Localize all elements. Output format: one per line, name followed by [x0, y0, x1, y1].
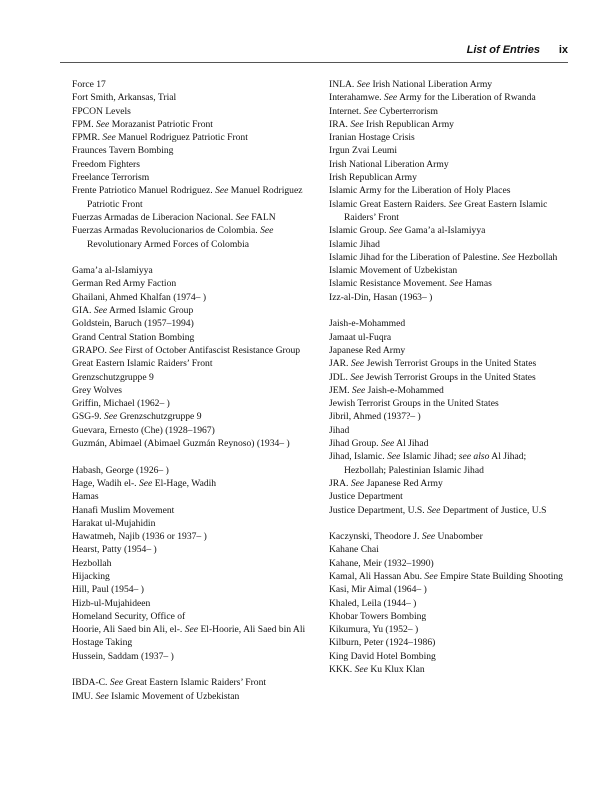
- index-entry: [72, 211, 322, 224]
- see-reference-label: See: [109, 344, 123, 356]
- entry-text: Gama’a al-Islamiyya: [402, 225, 486, 237]
- see-reference-label: See: [388, 225, 403, 237]
- index-entry: [72, 357, 322, 370]
- entry-text: JEM.: [329, 384, 352, 396]
- entry-text: Grand Central Station Bombing: [72, 331, 195, 343]
- index-entry: [72, 424, 322, 437]
- entry-text: Hamas: [462, 278, 492, 290]
- entry-text: Goldstein, Baruch (1957–1994): [72, 318, 194, 330]
- see-reference-label: See: [448, 198, 462, 210]
- entry-text: Iranian Hostage Crisis: [329, 132, 415, 144]
- see-reference-label: See: [93, 305, 108, 317]
- entry-text: Internet.: [329, 105, 364, 117]
- see-reference-label: See: [351, 384, 366, 396]
- entry-text: JRA.: [329, 477, 351, 489]
- see-reference-label: See: [383, 92, 398, 104]
- index-entry: [72, 636, 322, 649]
- entry-text: Homeland Security, Office of: [72, 610, 186, 622]
- entry-text: Ku Klux Klan: [367, 664, 425, 676]
- entry-text: FALN: [248, 211, 276, 223]
- entry-text: Freelance Terrorism: [72, 172, 150, 184]
- entry-text: GIA.: [72, 305, 94, 317]
- see-reference-label: See: [363, 105, 377, 117]
- entry-text: Department of Justice, U.S: [440, 504, 547, 516]
- entry-text: Khaled, Leila (1944– ): [329, 597, 417, 609]
- index-entry: [72, 650, 322, 663]
- entry-text: IRA.: [329, 118, 351, 130]
- see-reference-label: See: [235, 211, 249, 223]
- index-entry: [72, 597, 322, 610]
- entry-text: JDL.: [329, 371, 351, 383]
- entry-text: IMU.: [72, 690, 96, 702]
- entry-text: Kasi, Mir Aimal (1964– ): [329, 584, 427, 596]
- index-entry: [329, 530, 569, 543]
- entry-text: Japanese Red Army: [364, 477, 443, 489]
- section-gap: [329, 304, 569, 317]
- entry-text: Jihad, Islamic.: [329, 451, 388, 463]
- index-entry: [329, 583, 569, 596]
- index-entry: [329, 238, 569, 251]
- index-entry: [329, 543, 569, 556]
- index-entry: [72, 171, 322, 184]
- index-entry: [329, 144, 569, 157]
- index-entry: [329, 198, 569, 225]
- index-entry: [329, 131, 569, 144]
- see-reference-label: See: [502, 251, 516, 263]
- entry-text: Great Eastern Islamic Raiders’ Front: [344, 198, 548, 223]
- index-entry: [329, 344, 569, 357]
- entry-text: Habash, George (1926– ): [72, 464, 169, 476]
- header-title: List of Entries: [466, 44, 540, 56]
- see-reference-label: See: [109, 677, 124, 689]
- entry-text: Islamic Great Eastern Raiders.: [329, 198, 449, 210]
- index-entry: [72, 690, 322, 703]
- entry-text: Griffin, Michael (1962– ): [72, 398, 170, 410]
- entry-text: Justice Department, U.S.: [329, 504, 428, 516]
- entry-text: Jewish Terrorist Groups in the United States: [364, 358, 537, 370]
- entry-text: Freedom Fighters: [72, 158, 140, 170]
- index-entry: [72, 317, 322, 330]
- right-column: [329, 78, 569, 676]
- index-entry: [72, 490, 322, 503]
- entry-text: Hezbollah: [515, 251, 558, 263]
- entry-text: Great Eastern Islamic Raiders’ Front: [72, 358, 213, 370]
- entry-text: Al Jihad: [394, 438, 429, 450]
- see-reference-label: See: [96, 118, 110, 130]
- index-entry: [329, 636, 569, 649]
- entry-text: Islamic Jihad for the Liberation of Palestine.: [329, 251, 503, 263]
- entry-text: Interahamwe.: [329, 92, 384, 104]
- see-reference-label: See: [424, 570, 438, 582]
- index-entry: [72, 144, 322, 157]
- entry-text: El-Hoorie, Ali Saed bin Ali: [198, 624, 306, 636]
- entry-text: Armed Islamic Group: [107, 305, 194, 317]
- index-entry: [72, 464, 322, 477]
- entry-text: Khobar Towers Bombing: [329, 610, 427, 622]
- see-reference-label: See: [356, 79, 371, 90]
- index-entry: [329, 384, 569, 397]
- see-reference-label: See: [350, 358, 365, 370]
- entry-text: Hill, Paul (1954– ): [72, 584, 144, 596]
- index-entry: [72, 517, 322, 530]
- see-reference-label: See: [95, 690, 109, 702]
- entry-text: Hussein, Saddam (1937– ): [72, 650, 174, 662]
- entry-text: Justice Department: [329, 491, 403, 503]
- entry-text: First of October Antifascist Resistance Group: [122, 344, 301, 356]
- entry-text: Army for the Liberation of Rwanda: [397, 92, 536, 104]
- index-entry: [72, 304, 322, 317]
- entry-text: FPM.: [72, 118, 96, 130]
- see-reference-label: See: [215, 185, 229, 197]
- entry-text: Jihad: [329, 424, 350, 436]
- index-entry: [72, 437, 322, 450]
- entry-text: Ghailani, Ahmed Khalfan (1974– ): [72, 291, 207, 303]
- entry-text: Empire State Building Shooting: [437, 570, 563, 582]
- entry-text: Frente Patriotico Manuel Rodriguez.: [72, 185, 216, 197]
- index-entry: [329, 397, 569, 410]
- entry-text: Kaczynski, Theodore J.: [329, 531, 422, 543]
- entry-text: El-Hage, Wadih: [152, 477, 217, 489]
- entry-text: Kikumura, Yu (1952– ): [329, 624, 419, 636]
- entry-text: KKK.: [329, 664, 355, 676]
- entry-text: INLA.: [329, 79, 357, 90]
- index-entry: [72, 224, 322, 251]
- index-entry: [329, 650, 569, 663]
- entry-text: Fuerzas Armadas de Liberacion Nacional.: [72, 211, 236, 223]
- index-entry: [72, 291, 322, 304]
- entry-text: Jaish-e-Mohammed: [365, 384, 444, 396]
- index-entry: [329, 357, 569, 370]
- see-reference-label: See: [102, 132, 116, 144]
- entry-text: Islamic Movement of Uzbekistan: [329, 265, 458, 277]
- entry-text: Jewish Terrorist Groups in the United States: [363, 371, 536, 383]
- see-reference-label: See: [184, 624, 199, 636]
- index-entry: [329, 118, 569, 131]
- entry-text: Hostage Taking: [72, 637, 133, 649]
- index-entry: [329, 158, 569, 171]
- index-entry: [72, 583, 322, 596]
- entry-text: Kahane Chai: [329, 544, 379, 556]
- index-entry: [329, 424, 569, 437]
- index-entry: [72, 410, 322, 423]
- index-entry: [329, 264, 569, 277]
- entry-text: Manuel Rodriguez Patriotic Front: [87, 185, 303, 210]
- entry-text: Hamas: [72, 491, 99, 503]
- index-entry: [72, 78, 322, 91]
- index-entry: [329, 105, 569, 118]
- entry-text: Islamic Movement of Uzbekistan: [108, 690, 240, 702]
- entry-text: Hage, Wadih el-.: [72, 477, 139, 489]
- index-entry: [72, 557, 322, 570]
- index-entry: [329, 91, 569, 104]
- index-entry: [329, 317, 569, 330]
- entry-text: IBDA-C.: [72, 677, 110, 689]
- index-entry: [72, 331, 322, 344]
- index-entry: [72, 384, 322, 397]
- see-reference-label: See: [103, 411, 118, 423]
- index-entry: [72, 610, 322, 623]
- entry-text: Fort Smith, Arkansas, Trial: [72, 92, 177, 104]
- index-entry: [329, 224, 569, 237]
- running-header: [60, 42, 568, 63]
- entry-text: Hoorie, Ali Saed bin Ali, el-.: [72, 624, 185, 636]
- entry-text: Hezbollah: [72, 557, 112, 569]
- entry-text: Jibril, Ahmed (1937?– ): [329, 411, 421, 423]
- index-entry: [72, 118, 322, 131]
- entry-text: Islamic Jihad: [329, 238, 380, 250]
- index-entry: [329, 410, 569, 423]
- entry-text: Kamal, Ali Hassan Abu.: [329, 570, 425, 582]
- index-entry: [72, 543, 322, 556]
- entry-text: GSG-9.: [72, 411, 104, 423]
- entry-text: Hawatmeh, Najib (1936 or 1937– ): [72, 531, 207, 543]
- entry-text: Jaish-e-Mohammed: [329, 318, 406, 330]
- entry-text: Irish Republican Army: [363, 118, 454, 130]
- entry-text: JAR.: [329, 358, 351, 370]
- entry-text: Hijacking: [72, 570, 110, 582]
- entry-text: German Red Army Faction: [72, 278, 177, 290]
- entry-text: King David Hotel Bombing: [329, 650, 436, 662]
- see-reference-label: See: [350, 371, 364, 383]
- entry-text: Great Eastern Islamic Raiders’ Front: [123, 677, 267, 689]
- entry-text: Jewish Terrorist Groups in the United States: [329, 398, 499, 410]
- index-entry: [72, 371, 322, 384]
- index-entry: [72, 264, 322, 277]
- entry-text: Hearst, Patty (1954– ): [72, 544, 157, 556]
- entry-text: GRAPO.: [72, 344, 110, 356]
- entry-text: FPCON Levels: [72, 105, 131, 117]
- entry-text: Revolutionary Armed Forces of Colombia: [87, 238, 250, 250]
- page-number: ix: [558, 44, 568, 56]
- entry-text: Japanese Red Army: [329, 344, 406, 356]
- entry-text: Grenzschutzgruppe 9: [117, 411, 202, 423]
- entry-text: Irish National Liberation Army: [370, 79, 493, 90]
- index-entry: [329, 184, 569, 197]
- entry-text: FPMR.: [72, 132, 103, 144]
- entry-text: Islamic Group.: [329, 225, 389, 237]
- entry-text: Irgun Zvai Leumi: [329, 145, 398, 157]
- index-entry: [329, 331, 569, 344]
- see-reference-label: See: [260, 225, 274, 237]
- index-entry: [329, 291, 569, 304]
- index-entry: [329, 437, 569, 450]
- entry-text: Irish National Liberation Army: [329, 158, 449, 170]
- entry-text: Grey Wolves: [72, 384, 122, 396]
- index-entry: [329, 610, 569, 623]
- entry-text: Harakat ul-Mujahidin: [72, 517, 156, 529]
- index-entry: [329, 450, 569, 477]
- index-entry: [329, 557, 569, 570]
- index-entry: [329, 663, 569, 676]
- index-entry: [329, 171, 569, 184]
- index-entry: [72, 344, 322, 357]
- entry-text: Kilburn, Peter (1924–1986): [329, 637, 436, 649]
- see-reference-label: See: [354, 664, 368, 676]
- entry-text: Fuerzas Armadas Revolucionarios de Colombia.: [72, 225, 261, 237]
- entry-text: Jihad Group.: [329, 438, 381, 450]
- see-reference-label: See: [387, 451, 401, 463]
- index-entry: [72, 570, 322, 583]
- section-gap: [72, 251, 322, 264]
- see-reference-label: See: [350, 477, 365, 489]
- section-gap: [72, 450, 322, 463]
- index-entry: [329, 570, 569, 583]
- entry-text: Guzmán, Abimael (Abimael Guzmán Reynoso) (1934– ): [72, 438, 290, 450]
- entry-text: Jamaat ul-Fuqra: [329, 331, 392, 343]
- index-entry: [72, 623, 322, 636]
- index-entry: [329, 277, 569, 290]
- index-entry: [72, 504, 322, 517]
- entry-text: Unabomber: [435, 531, 483, 543]
- index-entry: [329, 78, 569, 91]
- see-reference-label: See: [449, 278, 463, 290]
- entry-text: Cyberterrorism: [376, 105, 438, 117]
- index-entry: [329, 623, 569, 636]
- index-entry: [72, 277, 322, 290]
- index-entry: [72, 91, 322, 104]
- see-reference-label: See: [138, 477, 153, 489]
- see-reference-label: See: [427, 504, 441, 516]
- entry-text: Guevara, Ernesto (Che) (1928–1967): [72, 424, 215, 436]
- see-reference-label: see also: [458, 451, 490, 463]
- index-entry: [72, 530, 322, 543]
- entry-text: Islamic Army for the Liberation of Holy Places: [329, 185, 511, 197]
- index-entry: [72, 105, 322, 118]
- section-gap: [329, 517, 569, 530]
- entry-text: Gama’a al-Islamiyya: [72, 265, 153, 277]
- entry-text: Force 17: [72, 79, 106, 90]
- index-entry: [329, 504, 569, 517]
- index-entry: [329, 490, 569, 503]
- entry-text: Grenzschutzgruppe 9: [72, 371, 154, 383]
- entry-text: Islamic Resistance Movement.: [329, 278, 450, 290]
- see-reference-label: See: [380, 438, 395, 450]
- entry-text: Irish Republican Army: [329, 172, 417, 184]
- section-gap: [72, 663, 322, 676]
- index-entry: [329, 251, 569, 264]
- index-entry: [72, 477, 322, 490]
- entry-text: Hizb-ul-Mujahideen: [72, 597, 151, 609]
- index-entry: [72, 397, 322, 410]
- entry-text: Manuel Rodriguez Patriotic Front: [115, 132, 248, 144]
- index-entry: [329, 477, 569, 490]
- entry-text: Hanafi Muslim Movement: [72, 504, 175, 516]
- index-entry: [329, 371, 569, 384]
- entry-text: Islamic Jihad;: [400, 451, 459, 463]
- index-entry: [72, 676, 322, 689]
- entry-text: Fraunces Tavern Bombing: [72, 145, 174, 157]
- see-reference-label: See: [421, 531, 436, 543]
- entry-text: Al Jihad; Hezbollah; Palestinian Islamic Jihad: [344, 451, 527, 476]
- see-reference-label: See: [350, 118, 364, 130]
- index-entry: [72, 184, 322, 211]
- left-column: [72, 78, 322, 703]
- entry-text: Morazanist Patriotic Front: [109, 118, 213, 130]
- entry-text: Izz-al-Din, Hasan (1963– ): [329, 291, 433, 303]
- entry-text: Kahane, Meir (1932–1990): [329, 557, 434, 569]
- index-entry: [72, 158, 322, 171]
- index-entry: [329, 597, 569, 610]
- index-entry: [72, 131, 322, 144]
